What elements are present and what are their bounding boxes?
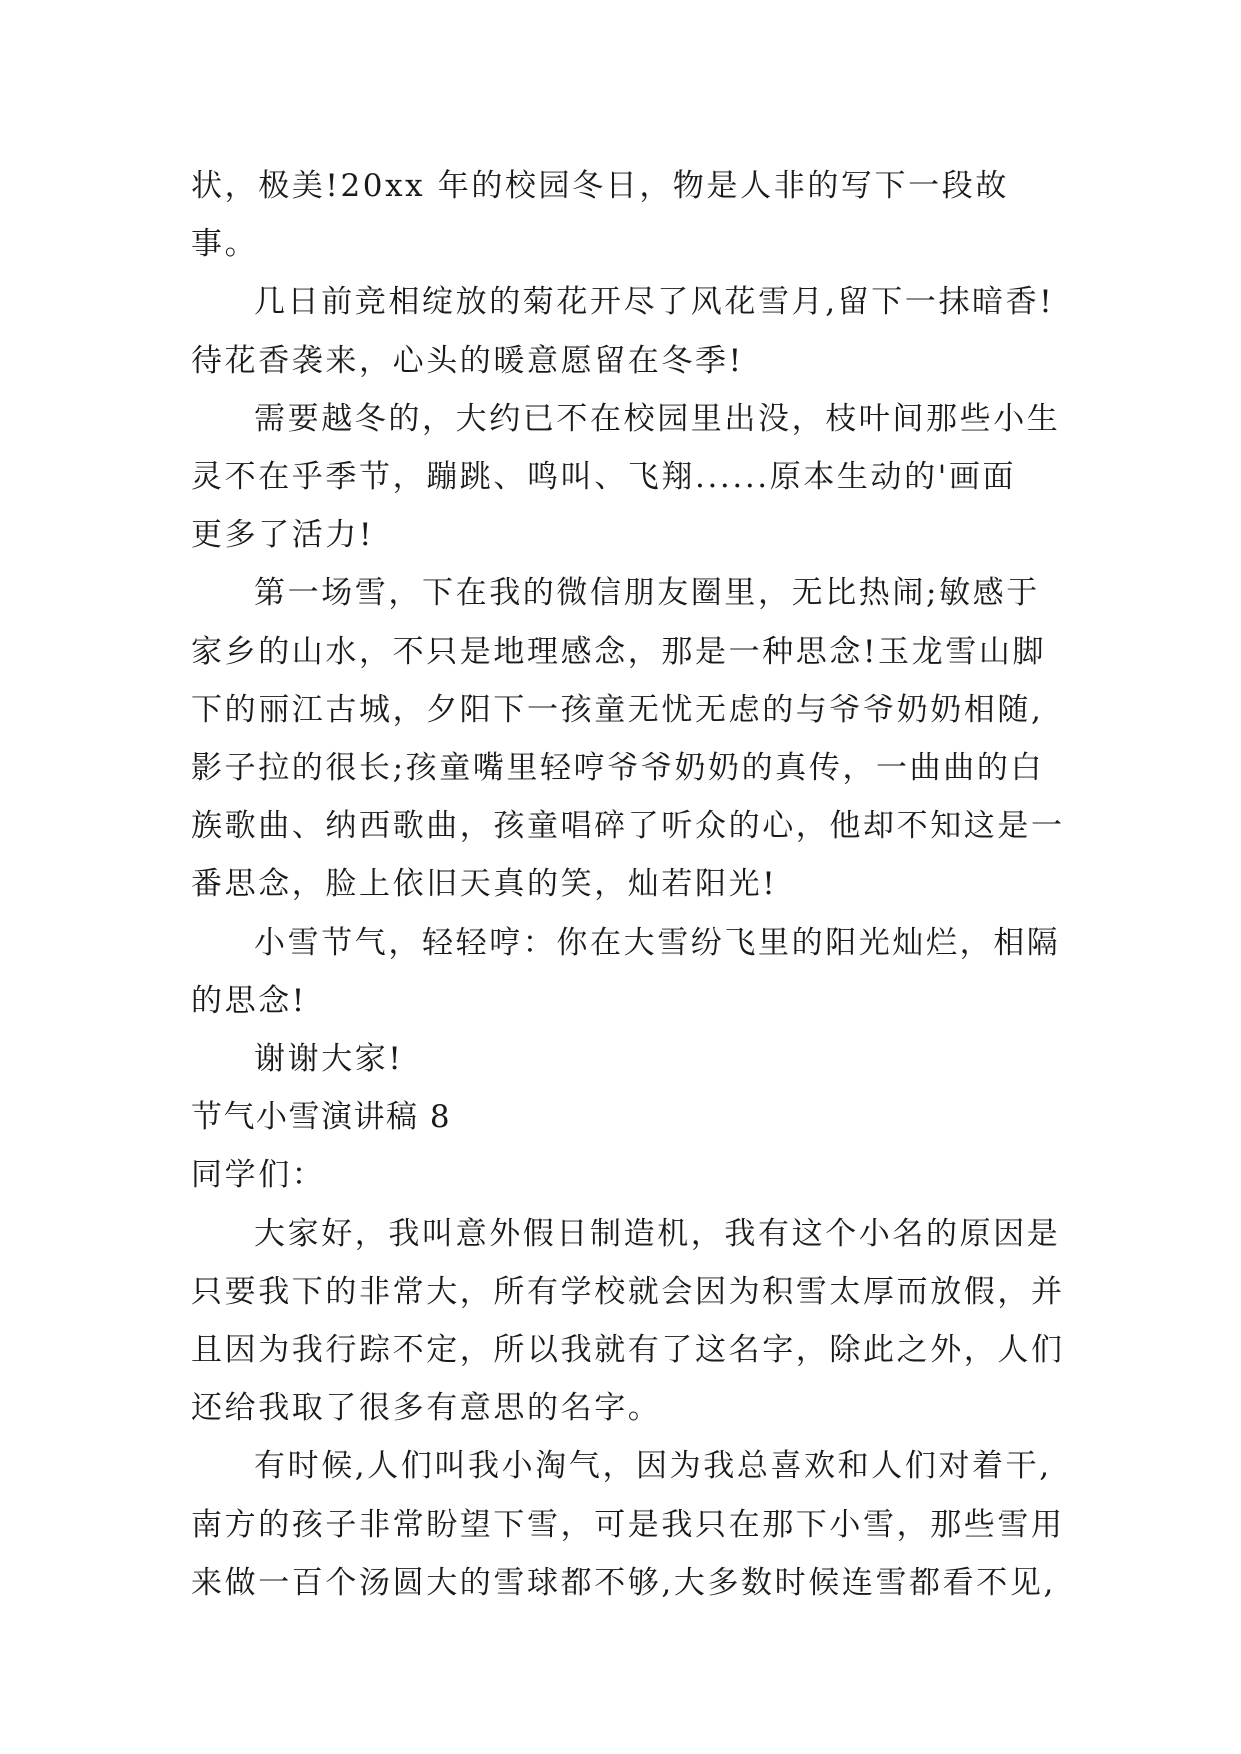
text-line: 南方的孩子非常盼望下雪，可是我只在那下小雪，那些雪用: [191, 1506, 1065, 1543]
paragraph-6: [191, 1030, 1071, 1088]
text-line: 小雪节气，轻轻哼：你在大雪纷飞里的阳光灿烂，相隔: [254, 924, 1061, 961]
paragraph-8: [191, 1205, 1071, 1438]
text-line: 更多了活力!: [191, 517, 375, 554]
text-line: 还给我取了很多有意思的名字。: [191, 1390, 662, 1427]
paragraph-3: [191, 390, 1071, 565]
text-line: 下的丽江古城，夕阳下一孩童无忧无虑的与爷爷奶奶相随,: [191, 691, 1044, 728]
document-body: [191, 157, 1071, 1612]
text-line: 灵不在乎季节，蹦跳、鸣叫、飞翔......原本生动的'画面: [191, 459, 1017, 496]
text-line: 的思念!: [191, 982, 307, 1019]
text-line: 影子拉的很长;孩童嘴里轻哼爷爷奶奶的真传，一曲曲的白: [191, 750, 1045, 787]
text-line: 有时候,人们叫我小淘气，因为我总喜欢和人们对着干,: [254, 1448, 1052, 1485]
text-line: 需要越冬的，大约已不在校园里出没，枝叶间那些小生: [254, 400, 1061, 437]
paragraph-2: [191, 273, 1071, 389]
text-line: 谢谢大家!: [254, 1041, 404, 1078]
paragraph-5: [191, 914, 1071, 1030]
text-line: 且因为我行踪不定，所以我就有了这名字，除此之外，人们: [191, 1332, 1065, 1369]
text-line: 家乡的山水，不只是地理感念，那是一种思念!玉龙雪山脚: [191, 633, 1047, 670]
text-line: 只要我下的非常大，所有学校就会因为积雪太厚而放假，并: [191, 1273, 1065, 1310]
section-heading: [191, 1088, 1071, 1146]
paragraph-1: [191, 157, 1071, 273]
text-line: 大家好，我叫意外假日制造机，我有这个小名的原因是: [254, 1215, 1061, 1252]
paragraph-9: [191, 1437, 1071, 1612]
text-line: 待花香袭来，心头的暖意愿留在冬季!: [191, 342, 744, 379]
text-line: 第一场雪，下在我的微信朋友圈里，无比热闹;敏感于: [254, 575, 1040, 612]
text-line: 同学们：: [191, 1157, 326, 1194]
heading-text: 节气小雪演讲稿 8: [191, 1099, 452, 1136]
text-line: 状，极美!20xx 年的校园冬日，物是人非的写下一段故事。: [191, 168, 1009, 263]
text-line: 族歌曲、纳西歌曲，孩童唱碎了听众的心，他却不知这是一: [191, 808, 1065, 845]
text-line: 番思念，脸上依旧天真的笑，灿若阳光!: [191, 866, 778, 903]
paragraph-4: [191, 564, 1071, 913]
text-line: 几日前竞相绽放的菊花开尽了风花雪月,留下一抹暗香!: [254, 284, 1055, 321]
salutation: [191, 1146, 1071, 1204]
text-line: 来做一百个汤圆大的雪球都不够,大多数时候连雪都看不见,: [191, 1564, 1056, 1601]
